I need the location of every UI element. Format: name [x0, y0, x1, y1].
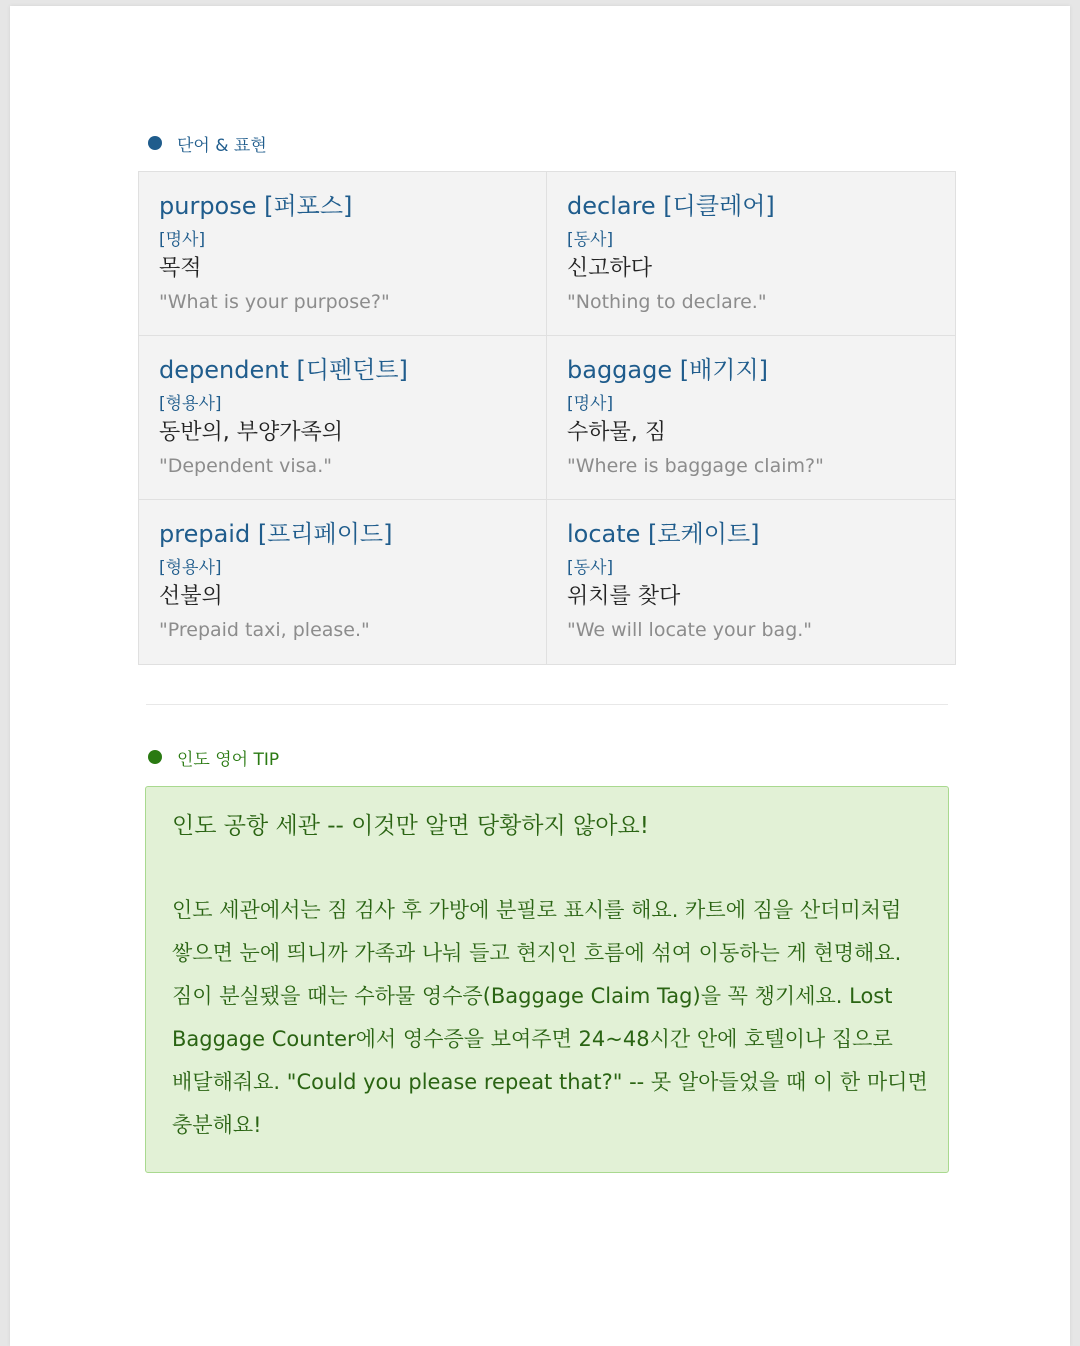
vocab-entry [547, 172, 955, 336]
vocab-meaning: 신고하다 [567, 256, 653, 281]
vocab-part-of-speech: [형용사] [159, 558, 222, 578]
vocab-word: declare [디클레어] [567, 192, 775, 220]
vocab-word: locate [로케이트] [567, 520, 760, 548]
vocab-example: "We will locate your bag." [567, 619, 813, 641]
vocab-meaning: 위치를 찾다 [567, 584, 681, 609]
vocab-word: prepaid [프리페이드] [159, 520, 393, 548]
vocab-entry [139, 172, 547, 336]
vocab-part-of-speech: [명사] [567, 394, 614, 414]
vocab-word: baggage [배기지] [567, 356, 769, 384]
vocab-part-of-speech: [동사] [567, 230, 614, 250]
vocab-meaning: 수하물, 짐 [567, 420, 666, 445]
vocab-meaning: 목적 [159, 256, 202, 281]
tip-box [145, 786, 949, 1173]
vocab-table [138, 171, 956, 665]
vocab-heading-label: 단어 & 표현 [177, 135, 267, 156]
vocab-section-heading [148, 132, 267, 154]
vocab-example: "What is your purpose?" [159, 291, 390, 313]
tip-heading-label: 인도 영어 TIP [177, 749, 280, 770]
vocab-entry [139, 500, 547, 664]
vocab-part-of-speech: [동사] [567, 558, 614, 578]
bullet-icon [148, 750, 162, 764]
vocab-example: "Dependent visa." [159, 455, 332, 477]
section-divider [146, 704, 948, 705]
vocab-example: "Where is baggage claim?" [567, 455, 824, 477]
vocab-meaning: 선불의 [159, 584, 223, 609]
vocab-meaning: 동반의, 부양가족의 [159, 420, 344, 445]
tip-section-heading [148, 746, 279, 768]
vocab-example: "Prepaid taxi, please." [159, 619, 370, 641]
tip-title: 인도 공항 세관 -- 이것만 알면 당황하지 않아요! [172, 813, 649, 839]
tip-body: 인도 세관에서는 짐 검사 후 가방에 분필로 표시를 해요. 카트에 짐을 산더미처럼 쌓으면 눈에 띄니까 가족과 나눠 들고 현지인 흐름에 섞여 이동하는 게 현명해요. 짐이 분실됐을 때는 수하물 영수증(Baggage Claim Tag)을 꼭 챙기세요. Lost Baggage Counter에서 영수증을 보여주면 24~48시간 안에 호텔이나 집으로 배달해줘요. "Could you please repeat that?" -- 못 알아들었을 때 이 한 마디면 충분해요! [172, 898, 928, 1137]
vocab-part-of-speech: [명사] [159, 230, 206, 250]
vocab-word: purpose [퍼포스] [159, 192, 353, 220]
bullet-icon [148, 136, 162, 150]
vocab-example: "Nothing to declare." [567, 291, 767, 313]
vocab-entry [547, 500, 955, 664]
vocab-entry [139, 336, 547, 500]
vocab-word: dependent [디펜던트] [159, 356, 408, 384]
vocab-entry [547, 336, 955, 500]
vocab-part-of-speech: [형용사] [159, 394, 222, 414]
